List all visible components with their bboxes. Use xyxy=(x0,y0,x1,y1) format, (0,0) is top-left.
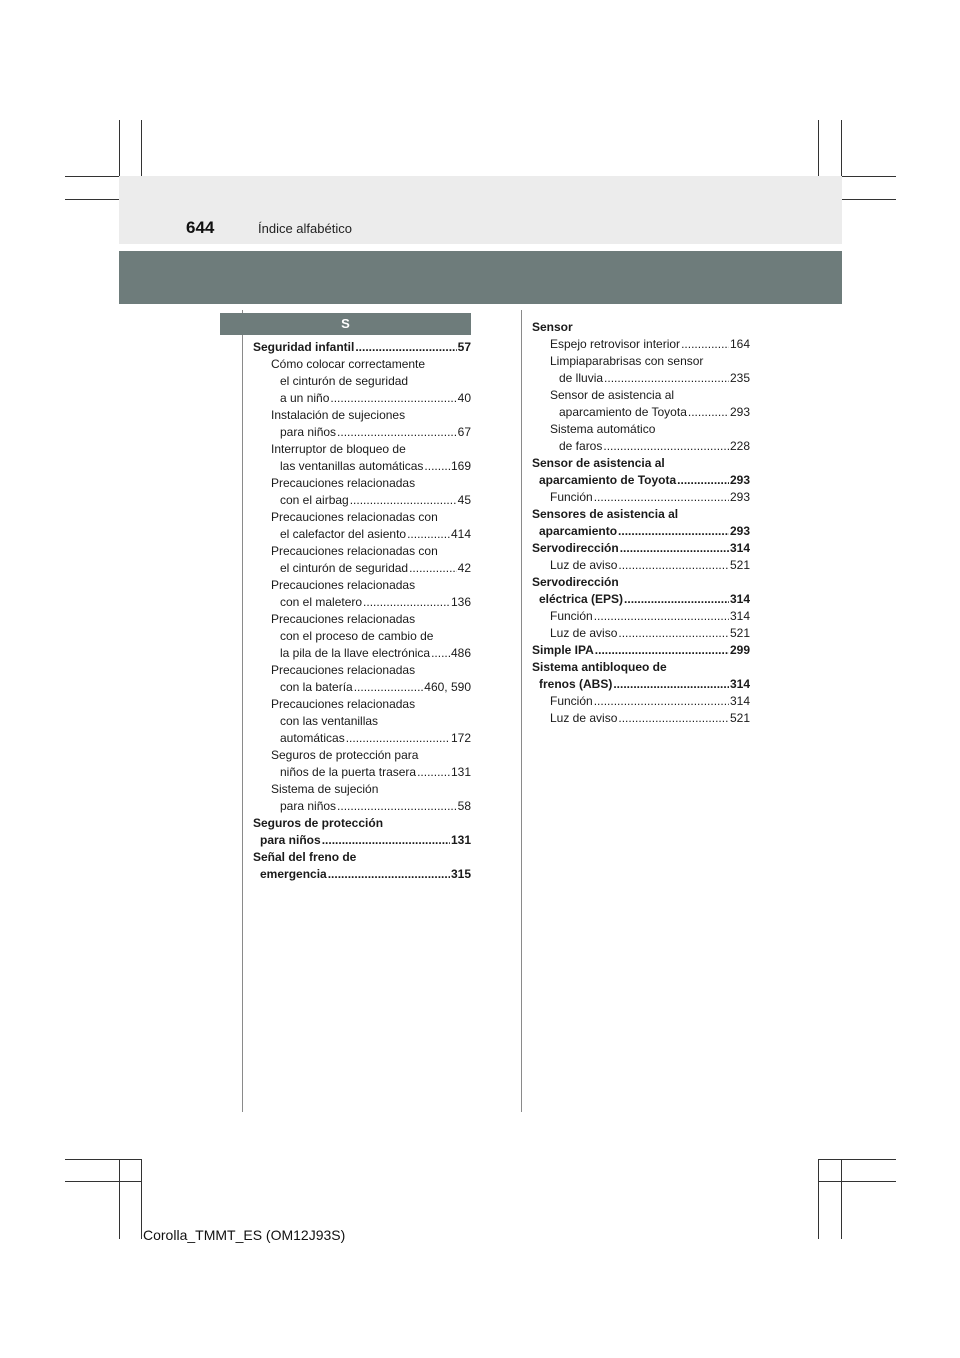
dot-leader xyxy=(328,866,450,883)
crop-mark-bottom-right-vertical-inner xyxy=(841,1159,842,1239)
index-entry xyxy=(253,339,471,356)
index-heading-line: Precauciones relacionadas con xyxy=(271,510,438,524)
dot-leader xyxy=(594,693,729,710)
crop-mark-bottom-right-vertical xyxy=(818,1159,819,1239)
index-entry-page: 228 xyxy=(729,439,750,453)
section-banner xyxy=(119,251,842,304)
index-entry-label: aparcamiento de Toyota xyxy=(539,473,677,487)
index-heading-line: Sistema automático xyxy=(550,422,656,436)
index-entry-page: 42 xyxy=(457,561,471,575)
index-entry-label: el calefactor del asiento xyxy=(280,527,407,541)
index-entry xyxy=(253,492,471,509)
index-entry-page: 414 xyxy=(450,527,471,541)
index-entry-label: Luz de aviso xyxy=(550,711,618,725)
index-entry xyxy=(253,832,471,849)
index-entry xyxy=(253,560,471,577)
index-entry xyxy=(532,625,750,642)
index-entry-page: 293 xyxy=(729,473,750,487)
index-entry xyxy=(253,458,471,475)
index-entry xyxy=(532,489,750,506)
index-entry xyxy=(253,798,471,815)
index-heading-line: Sistema de sujeción xyxy=(271,782,379,796)
index-heading-line: Sensores de asistencia al xyxy=(532,507,679,521)
index-entry xyxy=(532,438,750,455)
header-band xyxy=(119,176,842,244)
dot-leader xyxy=(330,390,456,407)
index-entry xyxy=(532,676,750,693)
index-entry xyxy=(532,642,750,659)
index-heading-line: Interruptor de bloqueo de xyxy=(271,442,406,456)
index-entry-page: 314 xyxy=(729,541,750,555)
index-entry-label: aparcamiento xyxy=(539,524,618,538)
index-heading-line: Sensor de asistencia al xyxy=(550,388,675,402)
index-entry-page: 314 xyxy=(729,592,750,606)
crop-mark-bottom-right-horizontal-lower xyxy=(818,1181,896,1182)
index-entry-page: 521 xyxy=(729,711,750,725)
index-heading-line: Precauciones relacionadas xyxy=(271,578,416,592)
dot-leader xyxy=(409,560,457,577)
index-entry-page: 131 xyxy=(450,833,471,847)
letter-tab: S xyxy=(220,313,471,335)
dot-leader xyxy=(688,404,729,421)
index-entry-page: 40 xyxy=(457,391,471,405)
index-entry-page: 293 xyxy=(729,524,750,538)
index-heading-line: Sensor xyxy=(532,320,573,334)
index-entry-label: Luz de aviso xyxy=(550,558,618,572)
index-entry-label: niños de la puerta trasera xyxy=(280,765,417,779)
index-entry-page: 293 xyxy=(729,405,750,419)
dot-leader xyxy=(417,764,450,781)
dot-leader xyxy=(594,489,729,506)
left-column-rule xyxy=(242,310,243,1112)
dot-leader xyxy=(337,424,457,441)
index-entry-label: la pila de la llave electrónica xyxy=(280,646,431,660)
index-entry-label: emergencia xyxy=(260,867,327,881)
index-entry-page: 169 xyxy=(450,459,471,473)
index-heading-line: Instalación de sujeciones xyxy=(271,408,406,422)
index-heading-line: Precauciones relacionadas xyxy=(271,476,416,490)
index-entry-label: de faros xyxy=(559,439,603,453)
index-heading-line: Limpiaparabrisas con sensor xyxy=(550,354,704,368)
index-entry xyxy=(532,370,750,387)
index-heading-line: Precauciones relacionadas xyxy=(271,612,416,626)
dot-leader xyxy=(618,523,729,540)
dot-leader xyxy=(424,458,450,475)
index-entry-label: a un niño xyxy=(280,391,330,405)
dot-leader xyxy=(322,832,450,849)
index-entry-label: para niños xyxy=(280,799,337,813)
index-entry-label: el cinturón de seguridad xyxy=(280,561,409,575)
page-number: 644 xyxy=(186,218,215,237)
section-title: Índice alfabético xyxy=(258,221,352,236)
index-entry-label: aparcamiento de Toyota xyxy=(559,405,687,419)
index-entry-label: para niños xyxy=(280,425,337,439)
dot-leader xyxy=(407,526,450,543)
index-entry-label: frenos (ABS) xyxy=(539,677,613,691)
index-entry-page: 57 xyxy=(457,340,471,354)
index-entry-page: 521 xyxy=(729,558,750,572)
index-entry-label: Seguridad infantil xyxy=(253,340,355,354)
index-entry xyxy=(532,693,750,710)
index-entry xyxy=(532,404,750,421)
index-heading-line: Precauciones relacionadas con xyxy=(271,544,438,558)
dot-leader xyxy=(620,540,729,557)
dot-leader xyxy=(604,370,729,387)
index-entry-label: automáticas xyxy=(280,731,345,745)
dot-leader xyxy=(618,625,729,642)
dot-leader xyxy=(363,594,450,611)
dot-leader xyxy=(350,492,457,509)
index-heading-line: con el proceso de cambio de xyxy=(280,629,434,643)
index-entry xyxy=(532,540,750,557)
index-heading-line: Sensor de asistencia al xyxy=(532,456,665,470)
index-entry-page: 67 xyxy=(457,425,471,439)
index-heading-line: Seguros de protección xyxy=(253,816,384,830)
index-entry-label: Espejo retrovisor interior xyxy=(550,337,681,351)
index-entry-page: 315 xyxy=(450,867,471,881)
index-entry xyxy=(532,472,750,489)
middle-column-rule xyxy=(521,310,522,1112)
index-entry-label: Simple IPA xyxy=(532,643,594,657)
dot-leader xyxy=(618,557,729,574)
index-entry-page: 314 xyxy=(729,609,750,623)
index-entry-page: 136 xyxy=(450,595,471,609)
crop-mark-bottom-left-vertical xyxy=(119,1159,120,1239)
index-entry xyxy=(532,557,750,574)
index-entry-page: 486 xyxy=(450,646,471,660)
index-heading-line: el cinturón de seguridad xyxy=(280,374,409,388)
crop-mark-bottom-left-horizontal-lower xyxy=(65,1181,142,1182)
index-entry-page: 521 xyxy=(729,626,750,640)
index-entry xyxy=(253,764,471,781)
dot-leader xyxy=(624,591,729,608)
index-entry-label: con la batería xyxy=(280,680,353,694)
index-entry xyxy=(253,645,471,662)
dot-leader xyxy=(618,710,729,727)
index-entry-label: con el maletero xyxy=(280,595,363,609)
index-entry xyxy=(253,390,471,407)
crop-mark-bottom-left-horizontal xyxy=(65,1159,142,1160)
index-entry xyxy=(253,866,471,883)
dot-leader xyxy=(677,472,729,489)
index-entry xyxy=(253,679,471,696)
index-entry-page: 293 xyxy=(729,490,750,504)
index-heading-line: Seguros de protección para xyxy=(271,748,419,762)
dot-leader xyxy=(613,676,729,693)
index-heading-line: Cómo colocar correctamente xyxy=(271,357,426,371)
dot-leader xyxy=(431,645,450,662)
index-heading-line: con las ventanillas xyxy=(280,714,379,728)
index-entry-label: eléctrica (EPS) xyxy=(539,592,624,606)
index-entry-page: 45 xyxy=(457,493,471,507)
index-column-left xyxy=(253,339,471,883)
dot-leader xyxy=(603,438,729,455)
index-heading-line: Señal del freno de xyxy=(253,850,357,864)
index-entry xyxy=(532,591,750,608)
index-entry-page: 460, 590 xyxy=(424,680,471,694)
index-entry xyxy=(253,424,471,441)
dot-leader xyxy=(354,679,424,696)
index-entry-label: Servodirección xyxy=(532,541,619,555)
dot-leader xyxy=(346,730,450,747)
dot-leader xyxy=(337,798,457,815)
index-entry-label: las ventanillas automáticas xyxy=(280,459,424,473)
index-entry-label: Función xyxy=(550,609,593,623)
footer-document-id: Corolla_TMMT_ES (OM12J93S) xyxy=(143,1227,346,1243)
index-entry-page: 172 xyxy=(450,731,471,745)
index-entry-label: Función xyxy=(550,694,593,708)
index-entry-page: 314 xyxy=(729,677,750,691)
crop-mark-bottom-right-horizontal xyxy=(818,1159,896,1160)
index-entry-label: Luz de aviso xyxy=(550,626,618,640)
index-heading-line: Sistema antibloqueo de xyxy=(532,660,667,674)
index-entry xyxy=(532,710,750,727)
index-heading-line: Servodirección xyxy=(532,575,619,589)
index-entry-label: Función xyxy=(550,490,593,504)
index-column-right xyxy=(532,319,750,727)
dot-leader xyxy=(681,336,729,353)
dot-leader xyxy=(594,608,729,625)
dot-leader xyxy=(355,339,456,356)
index-entry xyxy=(253,730,471,747)
index-entry-page: 235 xyxy=(729,371,750,385)
index-entry-label: con el airbag xyxy=(280,493,349,507)
index-entry xyxy=(253,526,471,543)
index-entry-page: 131 xyxy=(450,765,471,779)
index-heading-line: Precauciones relacionadas xyxy=(271,697,416,711)
dot-leader xyxy=(595,642,729,659)
index-entry-page: 58 xyxy=(457,799,471,813)
index-entry xyxy=(532,608,750,625)
index-entry-label: para niños xyxy=(260,833,321,847)
index-entry-page: 314 xyxy=(729,694,750,708)
index-entry xyxy=(532,523,750,540)
crop-mark-bottom-left-vertical-inner xyxy=(141,1159,142,1239)
index-entry xyxy=(253,594,471,611)
index-entry-page: 299 xyxy=(729,643,750,657)
index-entry-page: 164 xyxy=(729,337,750,351)
index-entry-label: de lluvia xyxy=(559,371,604,385)
index-heading-line: Precauciones relacionadas xyxy=(271,663,416,677)
index-entry xyxy=(532,336,750,353)
